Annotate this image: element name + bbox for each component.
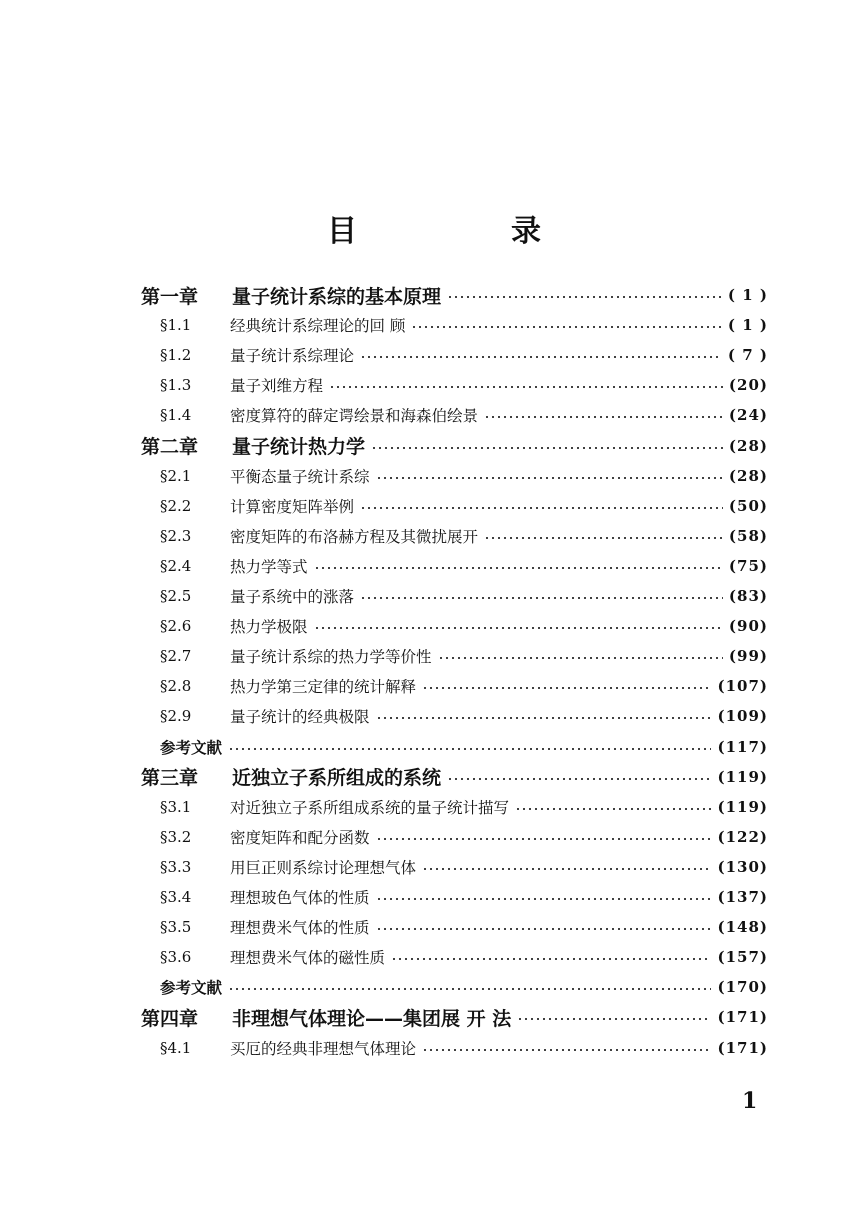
toc-entry-title: 量子统计系综的基本原理 <box>232 285 442 308</box>
toc-entry-title: 参考文献 <box>160 978 223 998</box>
toc-entry-title: 热力学等式 <box>230 557 308 576</box>
toc-entry-label: §2.9 <box>160 707 192 726</box>
leader-dots <box>360 597 723 599</box>
toc-section-entry <box>0 491 868 521</box>
toc-entry-label: §1.1 <box>160 316 192 335</box>
toc-section-entry <box>0 792 868 822</box>
toc-entry-label: §3.4 <box>160 888 192 906</box>
toc-entry-label: §2.6 <box>160 617 192 636</box>
toc-section-entry <box>0 551 868 581</box>
toc-entry-title: 量子系统中的涨落 <box>230 588 355 606</box>
toc-section-entry <box>0 701 868 731</box>
toc-entry-title: 理想玻色气体的性质 <box>230 889 370 907</box>
leader-dots <box>228 988 711 990</box>
toc-entry-title: 参考文献 <box>160 737 223 757</box>
toc-entry-title: 密度矩阵和配分函数 <box>230 828 370 847</box>
toc-section-entry <box>0 1033 868 1063</box>
toc-entry-label: §1.4 <box>160 406 192 425</box>
toc-entry-title: 热力学极限 <box>230 618 308 637</box>
leader-dots <box>422 868 711 870</box>
leader-dots <box>329 386 723 388</box>
toc-entry-title: 计算密度矩阵举例 <box>230 497 355 516</box>
toc-entry-title: 热力学第三定律的统计解释 <box>230 678 417 697</box>
toc-entry-label: §2.2 <box>160 496 192 515</box>
toc-entry-label: §3.3 <box>160 857 192 876</box>
page-number: 1 <box>742 1088 758 1114</box>
toc-entry-label: §3.5 <box>160 918 192 937</box>
toc-entry-page: (50) <box>728 496 768 515</box>
toc-entry-label: §2.4 <box>160 556 192 575</box>
leader-dots <box>314 627 723 629</box>
toc-chapter-entry <box>0 280 868 310</box>
leader-dots <box>438 657 723 659</box>
toc-chapter-entry <box>0 1002 868 1032</box>
toc-entry-page: (109) <box>717 707 768 726</box>
toc-entry-label: 第三章 <box>141 767 199 790</box>
toc-entry-title: 理想费米气体的性质 <box>230 919 370 938</box>
toc-entry-page: (58) <box>728 526 768 545</box>
toc-entry-title: 经典统计系综理论的回 顾 <box>230 317 406 336</box>
toc-entry-page: (119) <box>717 767 768 786</box>
page-title: 目 录 <box>327 214 603 249</box>
toc-entry-label: §1.2 <box>160 346 192 365</box>
leader-dots <box>422 1049 711 1051</box>
leader-dots <box>447 296 722 298</box>
leader-dots <box>228 748 711 750</box>
toc-section-entry <box>0 521 868 551</box>
leader-dots <box>376 717 712 719</box>
toc-entry-page: (117) <box>717 737 768 756</box>
toc-entry-title: 密度矩阵的布洛赫方程及其微扰展开 <box>230 527 479 546</box>
leader-dots <box>411 326 721 328</box>
leader-dots <box>447 778 711 780</box>
toc-entry-page: ( 7 ) <box>727 346 768 365</box>
leader-dots <box>376 477 723 479</box>
toc-references-entry <box>0 972 868 1002</box>
toc-entry-title: 平衡态量子统计系综 <box>230 467 370 486</box>
toc-entry-title: 量子统计热力学 <box>232 436 366 458</box>
toc-entry-label: §1.3 <box>160 376 192 395</box>
leader-dots <box>376 838 712 840</box>
toc-section-entry <box>0 912 868 942</box>
toc-entry-page: (130) <box>717 857 768 876</box>
toc-entry-title: 对近独立子系所组成系统的量子统计描写 <box>230 798 510 817</box>
toc-entry-page: (20) <box>728 376 768 395</box>
toc-entry-page: (99) <box>728 647 768 666</box>
toc-entry-label: §3.6 <box>160 948 192 967</box>
toc-entry-title: 非理想气体理论——集团展 开 法 <box>232 1007 512 1030</box>
toc-entry-page: (24) <box>728 406 768 425</box>
toc-entry-title: 理想费米气体的磁性质 <box>230 949 386 968</box>
leader-dots <box>484 416 723 418</box>
toc-entry-title: 量子刘维方程 <box>230 377 324 396</box>
toc-entry-label: §2.1 <box>160 466 192 485</box>
toc-entry-label: 第二章 <box>141 436 199 458</box>
toc-entry-page: (122) <box>717 827 768 846</box>
toc-entry-label: 第一章 <box>141 285 199 308</box>
toc-entry-label: §2.8 <box>160 677 192 696</box>
toc-entry-page: (28) <box>728 466 768 485</box>
leader-dots <box>376 928 712 930</box>
toc-entry-title: 近独立子系所组成的系统 <box>232 767 442 790</box>
toc-entry-title: 量子统计系综理论 <box>230 347 355 366</box>
toc-section-entry <box>0 942 868 972</box>
toc-entry-page: (28) <box>728 436 768 455</box>
toc-entry-label: §2.5 <box>160 587 192 605</box>
leader-dots <box>515 808 711 810</box>
leader-dots <box>314 567 723 569</box>
toc-entry-title: 用巨正则系综讨论理想气体 <box>230 858 417 877</box>
toc-chapter-entry <box>0 431 868 461</box>
toc-entry-label: 第四章 <box>141 1007 199 1030</box>
toc-entry-title: 量子统计的经典极限 <box>230 708 370 727</box>
toc-entry-label: §4.1 <box>160 1038 192 1057</box>
leader-dots <box>391 958 711 960</box>
toc-section-entry <box>0 340 868 370</box>
toc-section-entry <box>0 671 868 701</box>
toc-section-entry <box>0 581 868 611</box>
toc-entry-page: (90) <box>728 617 768 636</box>
leader-dots <box>422 687 711 689</box>
toc-section-entry <box>0 882 868 912</box>
toc-entry-page: (75) <box>728 556 768 575</box>
toc-section-entry <box>0 370 868 400</box>
toc-entry-page: (107) <box>717 677 768 696</box>
leader-dots <box>371 447 723 449</box>
toc-section-entry <box>0 641 868 671</box>
toc-entry-label: §3.1 <box>160 797 192 816</box>
toc-section-entry <box>0 611 868 641</box>
toc-entry-page: (119) <box>717 797 768 816</box>
toc-entry-page: ( 1 ) <box>727 286 768 304</box>
toc-entry-page: (171) <box>717 1008 768 1027</box>
leader-dots <box>360 507 723 509</box>
toc-entry-title: 密度算符的薛定谔绘景和海森伯绘景 <box>230 407 479 426</box>
toc-entry-page: (148) <box>717 918 768 937</box>
leader-dots <box>517 1018 711 1020</box>
leader-dots <box>484 537 723 539</box>
toc-entry-label: §2.7 <box>160 647 192 666</box>
toc-entry-page: (83) <box>728 587 768 605</box>
leader-dots <box>376 898 712 900</box>
toc-entry-page: (171) <box>717 1038 768 1057</box>
toc-section-entry <box>0 310 868 340</box>
toc-entry-page: ( 1 ) <box>727 316 768 335</box>
toc-section-entry <box>0 852 868 882</box>
toc-references-entry <box>0 732 868 762</box>
toc-section-entry <box>0 822 868 852</box>
toc-entry-title: 买厄的经典非理想气体理论 <box>230 1039 417 1058</box>
leader-dots <box>360 356 722 358</box>
toc-entry-page: (170) <box>717 978 768 997</box>
toc-section-entry <box>0 461 868 491</box>
toc-entry-label: §3.2 <box>160 827 192 846</box>
toc-entry-label: §2.3 <box>160 526 192 545</box>
toc-entry-page: (137) <box>717 888 768 906</box>
toc-section-entry <box>0 400 868 430</box>
toc-entry-page: (157) <box>717 948 768 967</box>
toc-entry-title: 量子统计系综的热力学等价性 <box>230 648 432 667</box>
toc-chapter-entry <box>0 762 868 792</box>
